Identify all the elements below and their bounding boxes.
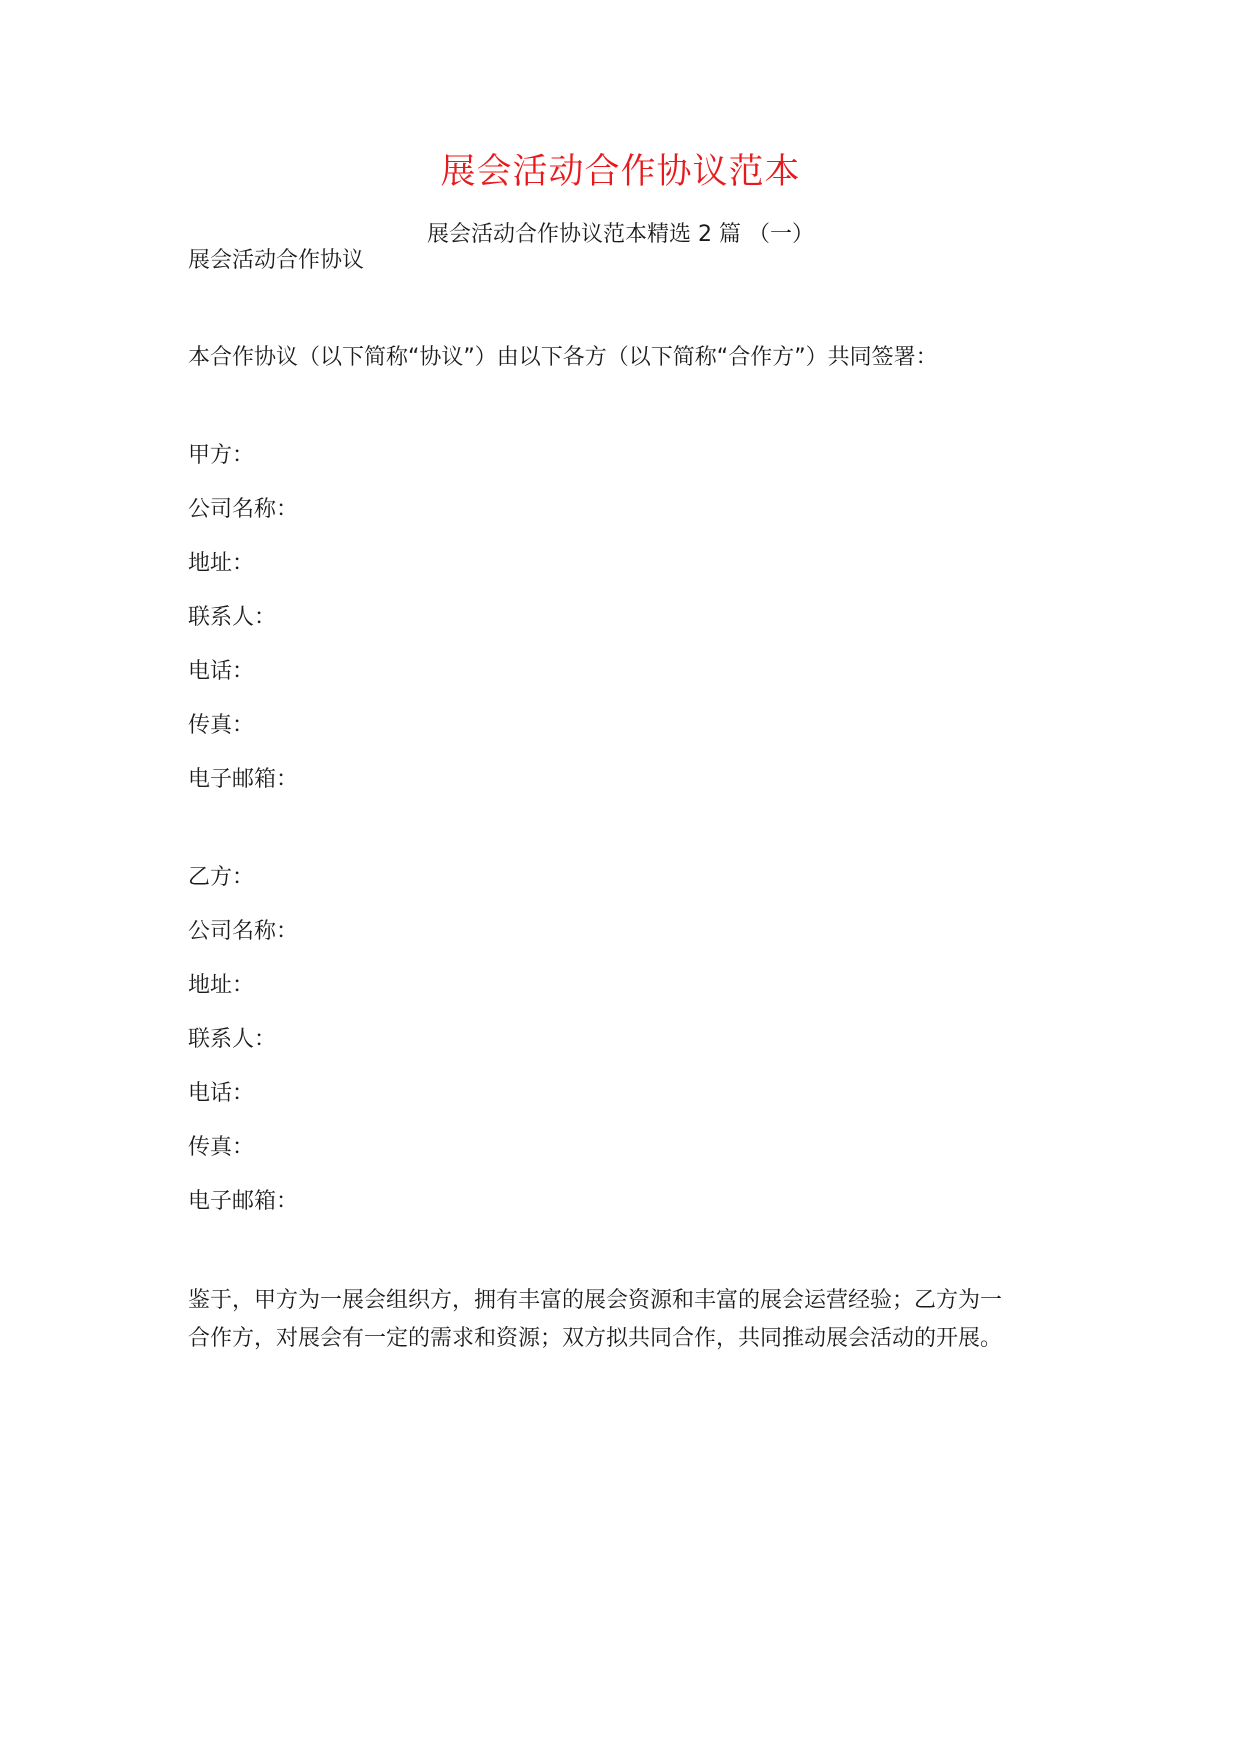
party-a-fax-field: 传真：: [188, 713, 255, 738]
party-b-address-field: 地址：: [188, 973, 255, 998]
party-b-phone-field: 电话：: [188, 1081, 255, 1106]
party-a-phone-field: 电话：: [188, 659, 255, 684]
intro-paragraph: 本合作协议（以下简称“协议”）由以下各方（以下简称“合作方”）共同签署：: [188, 345, 938, 370]
party-a-company-field: 公司名称：: [188, 497, 299, 522]
document-title: 展会活动合作协议范本: [440, 152, 801, 192]
whereas-paragraph-line-1: 鉴于，甲方为一展会组织方，拥有丰富的展会资源和丰富的展会运营经验；乙方为一: [188, 1288, 1003, 1313]
party-a-contact-field: 联系人：: [188, 605, 277, 630]
agreement-heading: 展会活动合作协议: [188, 248, 365, 273]
party-b-email-field: 电子邮箱：: [188, 1189, 299, 1214]
party-a-email-field: 电子邮箱：: [188, 767, 299, 792]
party-b-fax-field: 传真：: [188, 1135, 255, 1160]
party-a-address-field: 地址：: [188, 551, 255, 576]
party-b-label: 乙方：: [188, 865, 255, 890]
party-b-contact-field: 联系人：: [188, 1027, 277, 1052]
party-b-company-field: 公司名称：: [188, 919, 299, 944]
whereas-paragraph-line-2: 合作方，对展会有一定的需求和资源；双方拟共同合作，共同推动展会活动的开展。: [188, 1326, 1003, 1351]
party-a-label: 甲方：: [188, 443, 255, 468]
document-subtitle: 展会活动合作协议范本精选 2 篇 （一）: [427, 222, 814, 247]
